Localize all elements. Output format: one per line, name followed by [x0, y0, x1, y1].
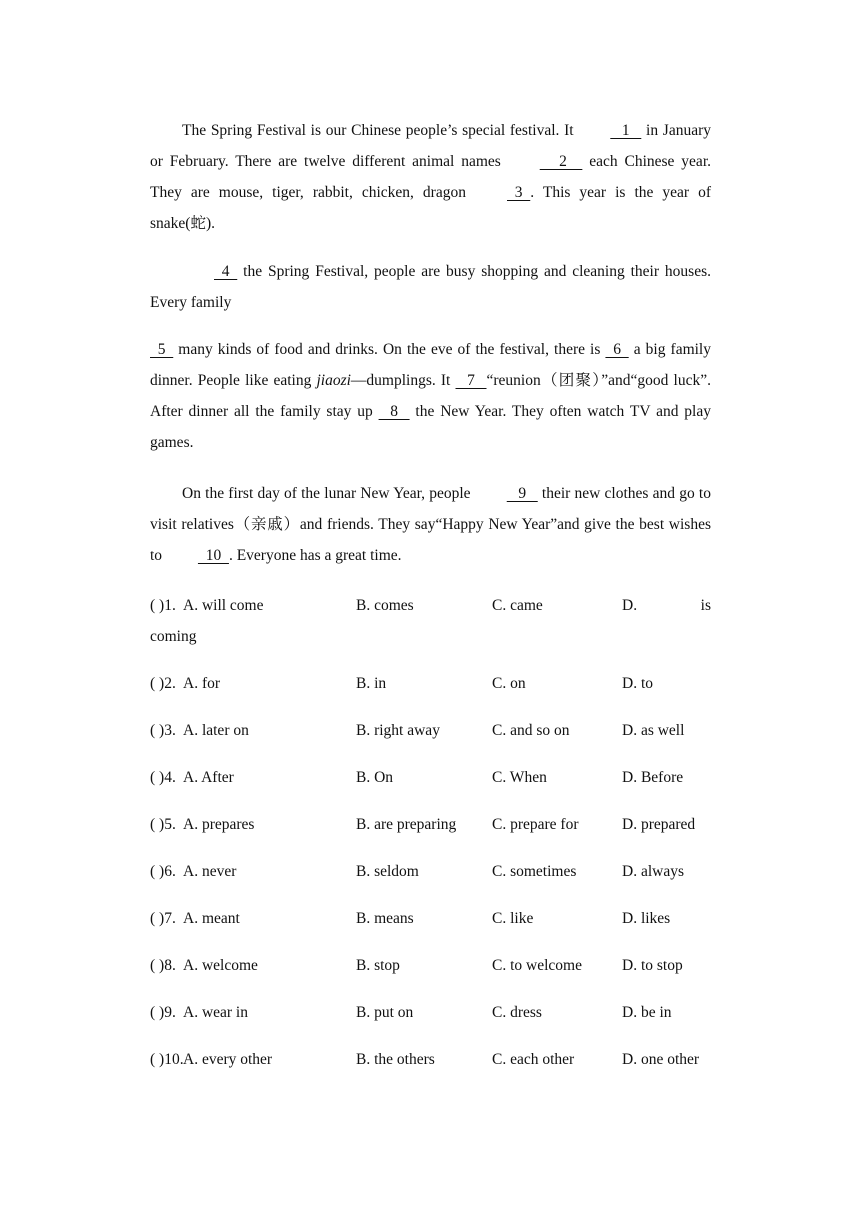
passage-text: the Spring Festival, people are busy shopping and cleaning their houses. Every family	[150, 263, 711, 311]
option-b: B. On	[356, 769, 394, 786]
question-row	[150, 762, 711, 809]
blank-8: 8	[378, 403, 410, 420]
question-row	[150, 903, 711, 950]
option-c: C. dress	[492, 1004, 542, 1021]
blank-2: 2	[539, 153, 583, 170]
question-number: ( )6.	[150, 863, 176, 880]
question-number: ( )3.	[150, 722, 176, 739]
option-b: B. in	[356, 675, 387, 692]
blank-7: 7	[455, 372, 487, 389]
passage-text: . This year is the year of snake(蛇).	[150, 184, 711, 232]
passage-text: On the first day of the lunar New Year, people	[182, 485, 475, 502]
passage-text: “reunion（团聚）”and“good luck”. After dinner all the family stay up	[150, 372, 712, 420]
blank-4: 4	[214, 263, 238, 280]
option-b: B. means	[356, 910, 414, 927]
question-number: ( )7.	[150, 910, 176, 927]
question-row	[150, 950, 711, 997]
question-number: ( )8.	[150, 957, 176, 974]
question-number: ( )10.	[150, 1051, 184, 1068]
question-row	[150, 590, 711, 668]
option-d: D. always	[622, 863, 684, 880]
option-d	[622, 590, 711, 621]
option-c: C. on	[492, 675, 526, 692]
option-b: B. are preparing	[356, 816, 457, 833]
paragraph-2	[150, 256, 711, 318]
passage-text: the New Year. They often watch TV and play games.	[150, 403, 711, 451]
passage-text: The Spring Festival is our Chinese people’s special festival. It	[182, 122, 579, 139]
option-a: A. every other	[183, 1051, 273, 1068]
blank-6: 6	[605, 341, 629, 358]
passage-text: many kinds of food and drinks. On the eve of the festival, there is	[173, 341, 606, 358]
option-a: A. never	[183, 863, 237, 880]
passage-text: —dumplings. It	[350, 372, 456, 389]
question-list	[150, 590, 711, 1091]
option-c: C. When	[492, 769, 547, 786]
question-row	[150, 856, 711, 903]
option-c: C. like	[492, 910, 534, 927]
paragraph-3	[150, 334, 711, 458]
option-c: C. prepare for	[492, 816, 579, 833]
option-d: D. one other	[622, 1051, 700, 1068]
option-a: A. will come	[183, 597, 264, 614]
option-b: B. the others	[356, 1051, 435, 1068]
option-d: D. prepared	[622, 816, 696, 833]
option-c: C. and so on	[492, 722, 570, 739]
passage-text: in January or February. There are twelve different animal names	[150, 122, 711, 170]
blank-3: 3	[507, 184, 531, 201]
question-number: ( )4.	[150, 769, 176, 786]
passage-text: a big family dinner. People like eating	[150, 341, 711, 389]
reading-passage-3	[150, 334, 711, 458]
option-a: A. later on	[183, 722, 249, 739]
option-d: D. likes	[622, 910, 671, 927]
option-a: A. prepares	[183, 816, 255, 833]
question-number: ( )2.	[150, 675, 176, 692]
option-c: C. each other	[492, 1051, 575, 1068]
option-b: B. right away	[356, 722, 440, 739]
question-row	[150, 809, 711, 856]
question-row	[150, 1044, 711, 1091]
passage-text: each Chinese year. They are mouse, tiger, rabbit, chicken, dragon	[150, 153, 711, 201]
option-b: B. seldom	[356, 863, 419, 880]
option-a: A. welcome	[183, 957, 258, 974]
blank-9: 9	[506, 485, 538, 502]
reading-passage-4	[150, 478, 711, 571]
option-a: A. for	[183, 675, 221, 692]
paragraph-1	[150, 115, 711, 239]
option-d: D. as well	[622, 722, 685, 739]
passage-italic-text: jiaozi	[316, 372, 351, 389]
option-d: D. to	[622, 675, 653, 692]
passage-text: their new clothes and go to visit relatives（亲戚）and friends. They say“Happy New Year”and give the best wishes to	[150, 485, 711, 564]
option-c: C. sometimes	[492, 863, 577, 880]
option-d-continued: coming	[150, 628, 197, 645]
option-a: A. wear in	[183, 1004, 248, 1021]
question-row	[150, 997, 711, 1044]
option-b: B. stop	[356, 957, 400, 974]
option-c: C. to welcome	[492, 957, 582, 974]
blank-5: 5	[150, 341, 174, 358]
paragraph-4	[150, 478, 711, 571]
question-number: ( )9.	[150, 1004, 176, 1021]
reading-passage	[150, 115, 711, 239]
option-a: A. meant	[183, 910, 240, 927]
option-b: B. put on	[356, 1004, 414, 1021]
option-d-letter: D.	[622, 597, 638, 614]
option-d: D. to stop	[622, 957, 683, 974]
blank-10: 10	[197, 547, 229, 564]
option-d: D. Before	[622, 769, 684, 786]
question-row	[150, 715, 711, 762]
option-a: A. After	[183, 769, 234, 786]
option-d: D. be in	[622, 1004, 672, 1021]
reading-passage-2	[150, 256, 711, 318]
passage-text: . Everyone has a great time.	[228, 547, 402, 564]
question-row	[150, 668, 711, 715]
question-number: ( )5.	[150, 816, 176, 833]
option-c: C. came	[492, 597, 543, 614]
question-number: ( )1.	[150, 597, 176, 614]
option-d-word: is	[700, 597, 711, 614]
option-b: B. comes	[356, 597, 414, 614]
blank-1: 1	[610, 122, 642, 139]
